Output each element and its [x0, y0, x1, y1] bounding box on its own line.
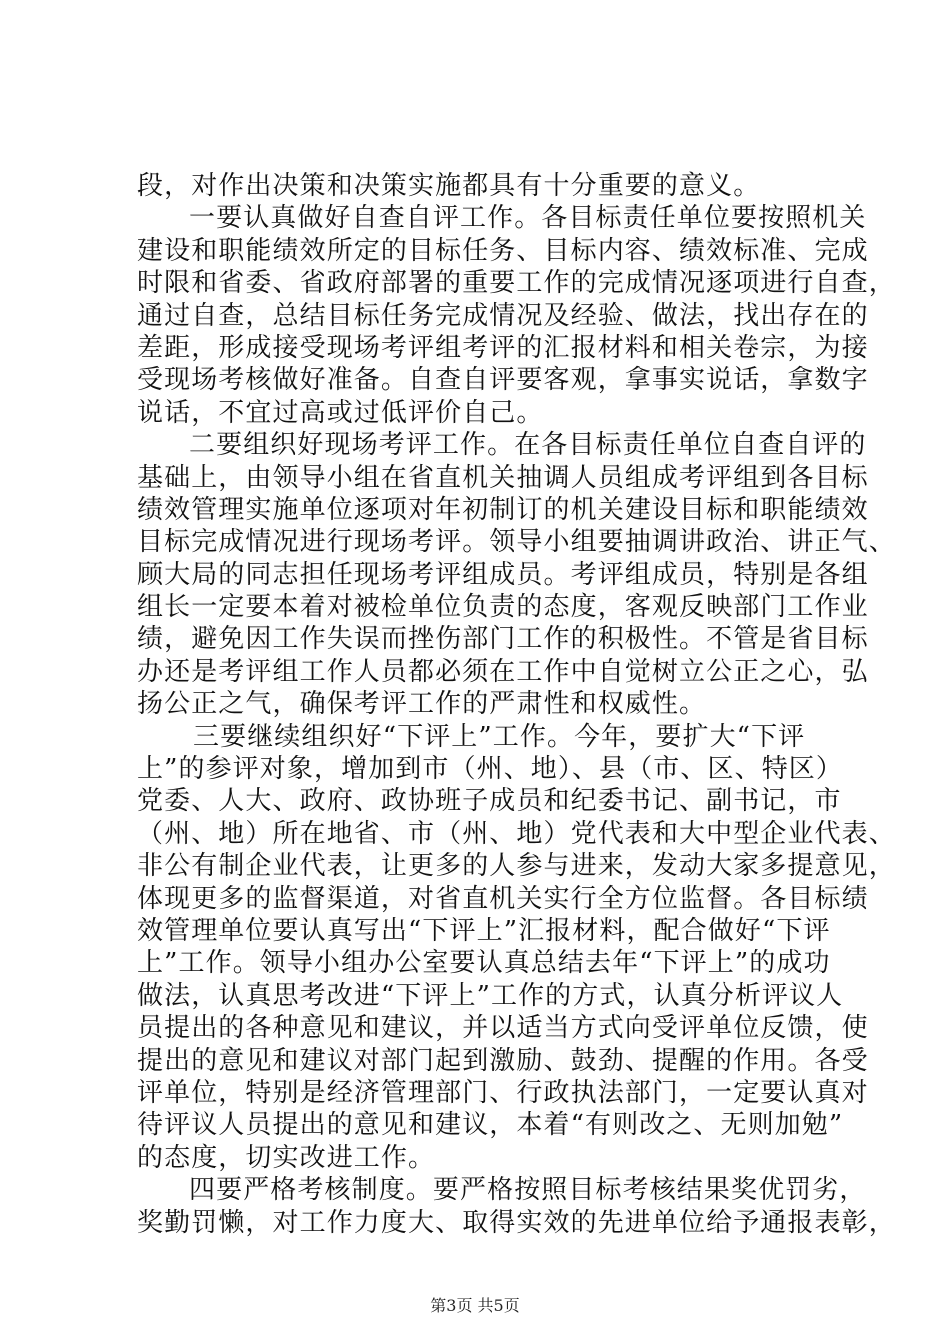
text-line: 受现场考核做好准备。自查自评要客观，拿事实说话，拿数字 — [137, 365, 869, 396]
text-line: 绩，避免因工作失误而挫伤部门工作的积极性。不管是省目标 — [137, 624, 869, 655]
text-line: 扬公正之气，确保考评工作的严肃性和权威性。 — [137, 689, 707, 720]
text-line: 组长一定要本着对被检单位负责的态度，客观反映部门工作业 — [137, 592, 869, 623]
text-line: 党委、人大、政府、政协班子成员和纪委书记、副书记，市 — [137, 786, 842, 817]
text-line: 绩效管理实施单位逐项对年初制订的机关建设目标和职能绩效 — [137, 494, 869, 525]
text-line: 基础上，由领导小组在省直机关抽调人员组成考评组到各目标 — [137, 462, 869, 493]
text-line: 办还是考评组工作人员都必须在工作中自觉树立公正之心，弘 — [137, 656, 869, 687]
text-line: 提出的意见和建议对部门起到激励、鼓劲、提醒的作用。各受 — [137, 1045, 869, 1076]
text-line: 奖勤罚懒，对工作力度大、取得实效的先进单位给予通报表彰， — [137, 1207, 896, 1238]
text-line: 段，对作出决策和决策实施都具有十分重要的意义。 — [137, 171, 761, 201]
document-body — [137, 170, 896, 1239]
text-line: 四要严格考核制度。要严格按照目标考核结果奖优罚劣， — [189, 1175, 867, 1206]
text-line: 体现更多的监督渠道，对省直机关实行全方位监督。各目标绩 — [137, 883, 869, 914]
text-line: 的态度，切实改进工作。 — [137, 1142, 436, 1173]
text-line: 通过自查，总结目标任务完成情况及经验、做法，找出存在的 — [137, 300, 869, 331]
text-line: 建设和职能绩效所定的目标任务、目标内容、绩效标准、完成 — [137, 235, 869, 266]
text-line: 效管理单位要认真写出“下评上”汇报材料，配合做好“下评 — [137, 915, 831, 946]
text-line: 差距，形成接受现场考评组考评的汇报材料和相关卷宗，为接 — [137, 332, 869, 363]
text-line: 一要认真做好自查自评工作。各目标责任单位要按照机关 — [189, 203, 867, 234]
text-line: 目标完成情况进行现场考评。领导小组要抽调讲政治、讲正气、 — [137, 527, 896, 558]
text-line: （州、地）所在地省、市（州、地）党代表和大中型企业代表、 — [137, 818, 896, 849]
text-line: 时限和省委、省政府部署的重要工作的完成情况逐项进行自查， — [137, 268, 896, 299]
page-number-footer: 第3页 共5页 — [430, 1296, 520, 1315]
text-line: 上”工作。领导小组办公室要认真总结去年“下评上”的成功 — [137, 948, 831, 979]
text-line: 顾大局的同志担任现场考评组成员。考评组成员，特别是各组 — [137, 559, 869, 590]
text-line: 待评议人员提出的意见和建议，本着“有则改之、无则加勉” — [137, 1110, 844, 1141]
text-line: 三要继续组织好“下评上”工作。今年，要扩大“下评 — [193, 721, 806, 752]
text-line: 二要组织好现场考评工作。在各目标责任单位自查自评的 — [189, 430, 867, 461]
text-line: 评单位，特别是经济管理部门、行政执法部门，一定要认真对 — [137, 1077, 869, 1108]
text-line: 员提出的各种意见和建议，并以适当方式向受评单位反馈，使 — [137, 1013, 869, 1044]
text-line: 说话，不宜过高或过低评价自己。 — [137, 397, 544, 428]
text-line: 做法，认真思考改进“下评上”工作的方式，认真分析评议人 — [137, 980, 844, 1011]
text-line: 上”的参评对象，增加到市（州、地）、县（市、区、特区） — [137, 754, 843, 785]
text-line: 非公有制企业代表，让更多的人参与进来，发动大家多提意见， — [137, 851, 896, 882]
